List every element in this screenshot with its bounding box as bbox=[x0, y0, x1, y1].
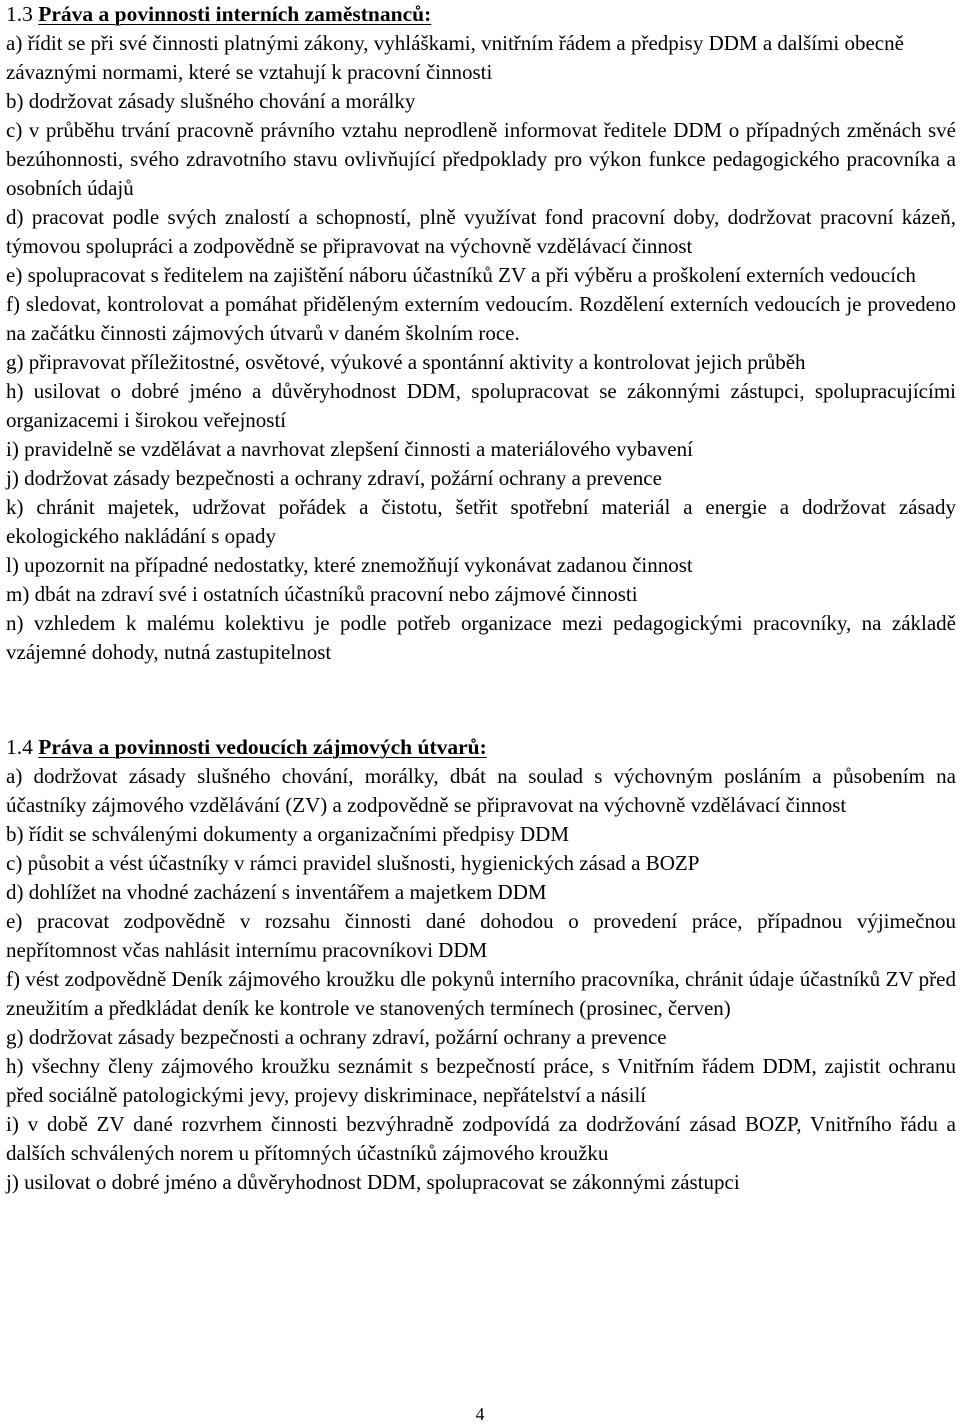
section-heading: Práva a povinnosti vedoucích zájmových útvarů: bbox=[38, 735, 487, 759]
section-1-3 bbox=[6, 0, 956, 667]
document-page bbox=[6, 0, 956, 1197]
list-item: b) dodržovat zásady slušného chování a morálky bbox=[6, 89, 416, 113]
section-number: 1.3 bbox=[6, 2, 33, 26]
list-item: l) upozornit na případné nedostatky, které znemožňují vykonávat zadanou činnost bbox=[6, 553, 693, 577]
list-item: h) všechny členy zájmového kroužku seznámit s bezpečností práce, s Vnitřním řádem DDM, zajistit ochranu před sociálně patologickými jevy, projevy diskriminace, nepřátelství a násilí bbox=[6, 1054, 956, 1107]
list-item: e) spolupracovat s ředitelem na zajištění náboru účastníků ZV a při výběru a proškolení externích vedoucích bbox=[6, 263, 916, 287]
list-item: g) dodržovat zásady bezpečnosti a ochrany zdraví, požární ochrany a prevence bbox=[6, 1025, 667, 1049]
list-item: g) připravovat příležitostné, osvětové, výukové a spontánní aktivity a kontrolovat jejich průběh bbox=[6, 350, 806, 374]
list-item: d) pracovat podle svých znalostí a schopností, plně využívat fond pracovní doby, dodržovat pracovní kázeň, týmovou spolupráci a zodpovědně se připravovat na výchovně vzdělávací činnost bbox=[6, 205, 956, 258]
list-item: j) dodržovat zásady bezpečnosti a ochrany zdraví, požární ochrany a prevence bbox=[6, 466, 662, 490]
list-item: n) vzhledem k malému kolektivu je podle potřeb organizace mezi pedagogickými pracovníky, na základě vzájemné dohody, nutná zastupitelnost bbox=[6, 611, 956, 664]
list-item: h) usilovat o dobré jméno a důvěryhodnost DDM, spolupracovat se zákonnými zástupci, spolupracujícími organizacemi i širokou veřejností bbox=[6, 379, 956, 432]
list-item: i) pravidelně se vzdělávat a navrhovat zlepšení činnosti a materiálového vybavení bbox=[6, 437, 693, 461]
list-item: f) sledovat, kontrolovat a pomáhat přiděleným externím vedoucím. Rozdělení externích vedoucích je provedeno na začátku činnosti zájmových útvarů v daném školním roce. bbox=[6, 292, 956, 345]
list-item: k) chránit majetek, udržovat pořádek a čistotu, šetřit spotřební materiál a energie a dodržovat zásady ekologického nakládání s opady bbox=[6, 495, 956, 548]
section-1-4 bbox=[6, 733, 956, 1197]
list-item: b) řídit se schválenými dokumenty a organizačními předpisy DDM bbox=[6, 822, 569, 846]
list-item: d) dohlížet na vhodné zacházení s inventářem a majetkem DDM bbox=[6, 880, 547, 904]
list-item: c) působit a vést účastníky v rámci pravidel slušnosti, hygienických zásad a BOZP bbox=[6, 851, 700, 875]
section-spacer bbox=[6, 667, 956, 733]
section-title bbox=[6, 0, 956, 29]
list-item: a) řídit se při své činnosti platnými zákony, vyhláškami, vnitřním řádem a předpisy DDM a dalšími obecně závaznými normami, které se vztahují k pracovní činnosti bbox=[6, 31, 904, 84]
list-item: f) vést zodpovědně Deník zájmového kroužku dle pokynů interního pracovníka, chránit údaje účastníků ZV před zneužitím a předkládat deník ke kontrole ve stanovených termínech (prosinec, červen) bbox=[6, 967, 956, 1020]
page-number: 4 bbox=[475, 1404, 485, 1424]
list-item: j) usilovat o dobré jméno a důvěryhodnost DDM, spolupracovat se zákonnými zástupci bbox=[6, 1170, 740, 1194]
list-item: a) dodržovat zásady slušného chování, morálky, dbát na soulad s výchovným posláním a působením na účastníky zájmového vzdělávání (ZV) a zodpovědně se připravovat na výchovně vzdělávací činnost bbox=[6, 764, 956, 817]
section-title bbox=[6, 733, 956, 762]
list-item: i) v době ZV dané rozvrhem činnosti bezvýhradně zodpovídá za dodržování zásad BOZP, Vnitřního řádu a dalších schválených norem u přítomných účastníků zájmového kroužku bbox=[6, 1112, 956, 1165]
section-heading: Práva a povinnosti interních zaměstnanců: bbox=[38, 2, 432, 26]
list-item: e) pracovat zodpovědně v rozsahu činnosti dané dohodou o provedení práce, případnou výjimečnou nepřítomnost včas nahlásit internímu pracovníkovi DDM bbox=[6, 909, 956, 962]
list-item: c) v průběhu trvání pracovně právního vztahu neprodleně informovat ředitele DDM o případných změnách své bezúhonnosti, svého zdravotního stavu ovlivňující předpoklady pro výkon funkce pedagogického pracovníka a osobních údajů bbox=[6, 118, 956, 200]
section-number: 1.4 bbox=[6, 735, 33, 759]
list-item: m) dbát na zdraví své i ostatních účastníků pracovní nebo zájmové činnosti bbox=[6, 582, 638, 606]
